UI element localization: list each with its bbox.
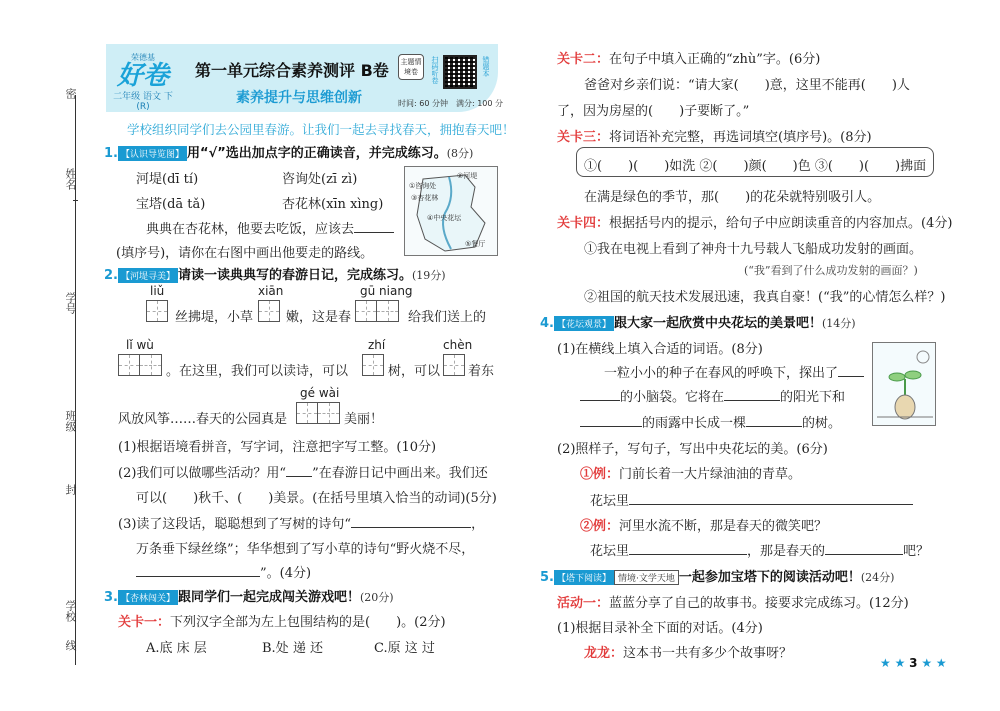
q2-text-3b: 美丽！ (344, 412, 384, 427)
binding-sidebar (0, 0, 95, 711)
q3-level-2-line-2[interactable]: 了，因为房屋的( )子要断了。” (557, 104, 750, 119)
q2-text-3a: 风放风筝……春天的公园真是 (118, 412, 288, 427)
pinyin-chen: chèn (443, 338, 473, 352)
q3-level-2-line-1[interactable]: 爸爸对乡亲们说：“请大家( )意，这里不能再( )人 (584, 78, 910, 93)
q2-sub-2-cont[interactable]: 可以( )秋千、( )美景。(在括号里填入恰当的动词)(5分) (136, 491, 497, 506)
page-title: 第一单元综合素养测评 B卷 (195, 61, 389, 80)
q3-level-4-hint-1: (“我”看到了什么成功发射的画面？) (744, 264, 918, 277)
sprout-icon (873, 343, 937, 427)
page-number: ★ ★ 3 ★ ★ (880, 656, 947, 670)
q3-option-c[interactable]: C.原 这 过 (374, 641, 435, 656)
q1-word-2[interactable]: 咨询处(zī zì) (282, 172, 358, 187)
q2-poem-blank-1[interactable] (351, 516, 471, 528)
page-subtitle: 素养提升与思维创新 (236, 90, 362, 106)
q5-dialog: 龙龙：这本书一共有多少个故事呀？ (584, 646, 793, 661)
pinyin-guniang: gū niang (360, 284, 413, 298)
q1-word-1[interactable]: 河堤(dī tí) (136, 172, 199, 187)
seal-mark-2: 封 (64, 484, 77, 495)
q2-box-chen[interactable] (443, 354, 465, 376)
q4-line-1: 一粒小小的种子在春风的呼唤下，探出了 (604, 362, 864, 381)
pinyin-liwu: lǐ wù (126, 338, 154, 352)
q2-text-2c: 着东 (468, 364, 495, 379)
seal-mark-3: 线 (64, 640, 77, 651)
q2-box-guniang[interactable] (355, 300, 399, 322)
q2-sub-3-cont: 万条垂下绿丝绦”；华华想到了写小草的诗句“野火烧不尽， (136, 542, 475, 557)
student-id-label: 学号 (64, 292, 77, 314)
pinyin-gewai: gé wài (300, 386, 340, 400)
q2-sub-3-end: ”。(4分) (136, 562, 311, 581)
q4-sub-2: (2)照样子，写句子，写出中央花坛的美。(6分) (557, 442, 828, 457)
q3-option-b[interactable]: B.处 递 还 (262, 641, 323, 656)
q2-heading: 2. 【河堤寻美】 请读一读典典写的春游日记，完成练习。(19分) (104, 268, 446, 283)
q4-heading: 4. 【花坛观景】 跟大家一起欣赏中央花坛的美景吧！(14分) (540, 316, 856, 331)
pinyin-liu: liǔ (150, 284, 165, 298)
map-label-2: ②河堤 (457, 172, 478, 180)
q4-fill-2: 花坛里 ，那是春天的 吧？ (590, 544, 930, 559)
q3-heading: 3. 【杏林闯关】 跟同学们一起完成闯关游戏吧！(20分) (104, 590, 394, 605)
q2-sub-2: (2)我们可以做哪些活动？用“ ”在春游日记中画出来。我们还 (118, 466, 488, 481)
q2-box-zhi[interactable] (362, 354, 384, 376)
q2-text-1b: 嫩，这是春 (286, 310, 352, 325)
q4-example-2: ②例：河里水流不断，那是春天的微笑吧？ (580, 519, 828, 534)
q2-box-gewai[interactable] (296, 402, 340, 424)
q2-sub-3: (3)读了这段话，聪聪想到了写树的诗句“ ， (118, 517, 485, 532)
class-label: 班级 (64, 410, 77, 432)
pinyin-xian: xiān (258, 284, 284, 298)
q1-answer-blank[interactable] (354, 221, 394, 233)
q2-box-liu[interactable] (146, 300, 168, 322)
error-book-label: 错题本 (482, 56, 490, 77)
q4-fill-1-blank[interactable] (629, 493, 913, 505)
q4-fill-1: 花坛里 (590, 490, 913, 509)
intro-text: 学校组织同学们去公园里春游。让我们一起去寻找春天，拥抱春天吧！ (127, 122, 515, 137)
pinyin-zhi: zhí (368, 338, 386, 352)
qr-code[interactable] (443, 55, 477, 89)
q1-word-3[interactable]: 宝塔(dā tǎ) (136, 197, 206, 212)
q2-text-1c: 给我们送上的 (408, 310, 487, 325)
q4-example-1: ①例：门前长着一大片绿油油的青草。 (580, 467, 802, 482)
q2-box-liwu[interactable] (118, 354, 162, 376)
q3-level-4-line-1[interactable]: ①我在电视上看到了神舟十九号载人飞船成功发射的画面。 (584, 242, 923, 257)
school-label: 学校 (64, 600, 77, 622)
map-label-5: ⑤餐厅 (465, 240, 486, 248)
name-label: 姓名 (64, 168, 77, 190)
q2-text-1a: 丝拂堤，小草 (175, 310, 254, 325)
q2-poem-blank-2[interactable] (136, 565, 260, 577)
time-info: 时间: 60 分钟 满分: 100 分 (398, 99, 504, 108)
q2-text-2b: 树，可以 (388, 364, 441, 379)
q1-sentence: 典典在杏花林，他要去吃饭，应该去 (146, 218, 394, 237)
q3-level-3: 关卡三：将词语补充完整，再选词填空(填序号)。(8分) (557, 130, 872, 145)
q3-level-3-line[interactable]: 在满是绿色的季节，那( )的花朵就特别吸引人。 (584, 190, 881, 205)
q3-level-1: 关卡一：下列汉字全部为左上包围结构的是( )。(2分) (118, 615, 446, 630)
q3-level-2: 关卡二：在句子中填入正确的“zhù”字。(6分) (557, 52, 821, 67)
q1-word-4[interactable]: 杏花林(xīn xìng) (282, 197, 384, 212)
q3-idioms[interactable]: ①( )( )如洗 ②( )颜( )色 ③( )( )拂面 (584, 159, 927, 174)
q1-sentence-2: (填序号)，请你在右图中画出他要走的路线。 (116, 246, 374, 261)
seal-mark-1: 密 (64, 88, 77, 99)
q5-sub-1: (1)根据目录补全下面的对话。(4分) (557, 621, 763, 636)
q3-level-4: 关卡四：根据括号内的提示，给句子中应朗读重音的内容加点。(4分) (557, 216, 953, 231)
q2-sub-1: (1)根据语境看拼音，写字词，注意把字写工整。(10分) (118, 440, 437, 455)
q3-option-a[interactable]: A.底 床 层 (146, 641, 207, 656)
q4-sub-1: (1)在横线上填入合适的词语。(8分) (557, 342, 763, 357)
theme-badge: 主题情境卷 (398, 54, 424, 80)
q2-box-xian[interactable] (258, 300, 280, 322)
map-label-1: ①咨询处 (409, 182, 437, 190)
sprout-illustration (872, 342, 936, 426)
q3-level-4-line-2[interactable]: ②祖国的航天技术发展迅速，我真自豪！(“我”的心情怎么样？) (584, 290, 946, 305)
q4-line-3: 的雨露中长成一棵 的树。 (580, 412, 841, 431)
q2-text-2a: 。在这里，我们可以读诗，可以 (166, 364, 349, 379)
map-label-3: ③杏花林 (411, 194, 439, 202)
scan-label: 扫码听卷 (431, 56, 439, 84)
park-map[interactable] (404, 166, 498, 256)
map-label-4: ④中央花坛 (427, 214, 462, 222)
q5-heading: 5. 【塔下阅读】 情境·文学天地 一起参加宝塔下的阅读活动吧！(24分) (540, 570, 895, 585)
q5-activity-1: 活动一：蓝蓝分享了自己的故事书。接要求完成练习。(12分) (557, 596, 909, 611)
q1-heading: 1. 【认识导览图】 用“√”选出加点字的正确读音，并完成练习。(8分) (104, 146, 474, 161)
brand-logo: 荣德基 好卷 二年级 语文 下(R) (113, 53, 173, 112)
q4-line-2: 的小脑袋。它将在 的阳光下和 (580, 386, 845, 405)
